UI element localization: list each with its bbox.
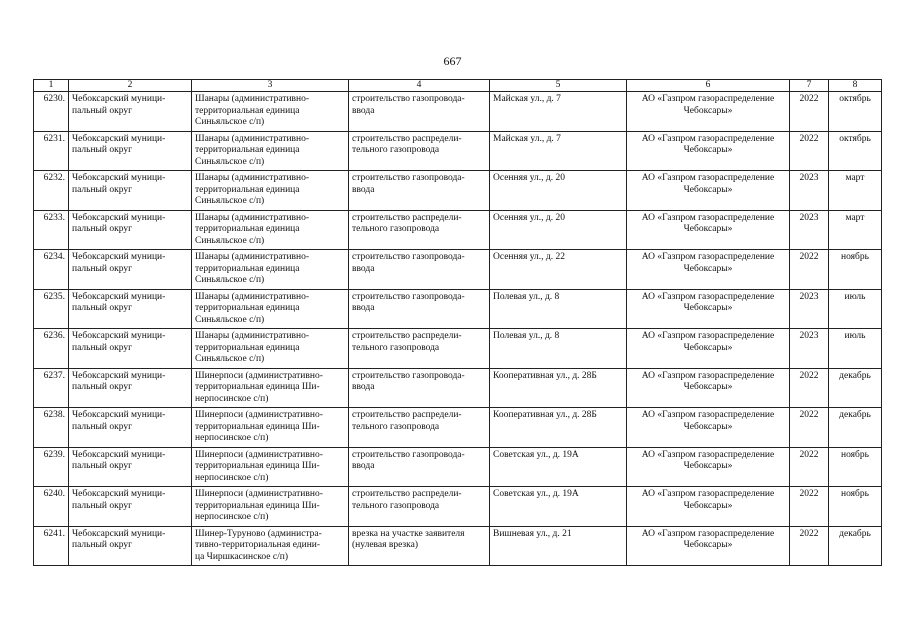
work-type-cell: строительство газопровода- ввода	[349, 447, 490, 487]
row-number: 6239.	[34, 447, 69, 487]
row-number: 6240.	[34, 487, 69, 527]
organization-cell: АО «Газпром газораспределение Чебоксары»	[627, 447, 790, 487]
district-cell: Чебоксарский муници- пальный округ	[69, 250, 192, 290]
district-cell: Чебоксарский муници- пальный округ	[69, 487, 192, 527]
row-number: 6236.	[34, 329, 69, 369]
month-cell: ноябрь	[829, 487, 882, 527]
district-cell: Чебоксарский муници- пальный округ	[69, 526, 192, 566]
month-cell: декабрь	[829, 526, 882, 566]
work-type-cell: строительство распредели- тельного газопровода	[349, 210, 490, 250]
work-type-cell: строительство газопровода- ввода	[349, 250, 490, 290]
organization-cell: АО «Газпром газораспределение Чебоксары»	[627, 329, 790, 369]
district-cell: Чебоксарский муници- пальный округ	[69, 210, 192, 250]
address-cell: Майская ул., д. 7	[490, 92, 627, 132]
month-cell: октябрь	[829, 131, 882, 171]
table-row	[34, 487, 882, 527]
year-cell: 2022	[790, 526, 829, 566]
settlement-cell: Шанары (административно- территориальная единица Синьяльское с/п)	[192, 210, 349, 250]
organization-cell: АО «Газпром газораспределение Чебоксары»	[627, 289, 790, 329]
year-cell: 2022	[790, 92, 829, 132]
column-number: 7	[790, 80, 829, 92]
month-cell: октябрь	[829, 92, 882, 132]
settlement-cell: Шанары (административно- территориальная единица Синьяльское с/п)	[192, 250, 349, 290]
row-number: 6230.	[34, 92, 69, 132]
district-cell: Чебоксарский муници- пальный округ	[69, 447, 192, 487]
month-cell: июль	[829, 329, 882, 369]
table-row	[34, 526, 882, 566]
settlement-cell: Шанары (административно- территориальная единица Синьяльское с/п)	[192, 92, 349, 132]
row-number: 6231.	[34, 131, 69, 171]
year-cell: 2023	[790, 329, 829, 369]
organization-cell: АО «Газпром газораспределение Чебоксары»	[627, 131, 790, 171]
address-cell: Вишневая ул., д. 21	[490, 526, 627, 566]
district-cell: Чебоксарский муници- пальный округ	[69, 368, 192, 408]
year-cell: 2022	[790, 368, 829, 408]
column-number: 3	[192, 80, 349, 92]
table-row	[34, 447, 882, 487]
column-number-header-row	[34, 80, 882, 92]
table-row	[34, 408, 882, 448]
work-type-cell: строительство распредели- тельного газопровода	[349, 131, 490, 171]
address-cell: Кооперативная ул., д. 28Б	[490, 408, 627, 448]
address-cell: Полевая ул., д. 8	[490, 289, 627, 329]
year-cell: 2022	[790, 408, 829, 448]
work-type-cell: строительство распредели- тельного газопровода	[349, 329, 490, 369]
settlement-cell: Шинерпоси (административно- территориальная единица Ши- нерпосинское с/п)	[192, 487, 349, 527]
organization-cell: АО «Газпром газораспределение Чебоксары»	[627, 92, 790, 132]
column-number: 5	[490, 80, 627, 92]
district-cell: Чебоксарский муници- пальный округ	[69, 408, 192, 448]
column-number: 1	[34, 80, 69, 92]
column-number: 2	[69, 80, 192, 92]
address-cell: Советская ул., д. 19А	[490, 447, 627, 487]
row-number: 6232.	[34, 171, 69, 211]
work-type-cell: строительство газопровода- ввода	[349, 368, 490, 408]
settlement-cell: Шинерпоси (административно- территориальная единица Ши- нерпосинское с/п)	[192, 447, 349, 487]
address-cell: Полевая ул., д. 8	[490, 329, 627, 369]
district-cell: Чебоксарский муници- пальный округ	[69, 329, 192, 369]
work-type-cell: строительство распредели- тельного газопровода	[349, 487, 490, 527]
settlement-cell: Шанары (административно- территориальная единица Синьяльское с/п)	[192, 131, 349, 171]
column-number: 6	[627, 80, 790, 92]
work-type-cell: строительство газопровода- ввода	[349, 92, 490, 132]
column-number: 4	[349, 80, 490, 92]
month-cell: июль	[829, 289, 882, 329]
row-number: 6234.	[34, 250, 69, 290]
month-cell: декабрь	[829, 368, 882, 408]
year-cell: 2022	[790, 447, 829, 487]
district-cell: Чебоксарский муници- пальный округ	[69, 92, 192, 132]
work-type-cell: строительство газопровода- ввода	[349, 171, 490, 211]
month-cell: ноябрь	[829, 250, 882, 290]
month-cell: март	[829, 210, 882, 250]
page-number: 667	[443, 54, 462, 68]
row-number: 6237.	[34, 368, 69, 408]
organization-cell: АО «Газпром газораспределение Чебоксары»	[627, 171, 790, 211]
year-cell: 2022	[790, 131, 829, 171]
district-cell: Чебоксарский муници- пальный округ	[69, 171, 192, 211]
address-cell: Осенняя ул., д. 20	[490, 171, 627, 211]
organization-cell: АО «Газпром газораспределение Чебоксары»	[627, 250, 790, 290]
address-cell: Советская ул., д. 19А	[490, 487, 627, 527]
table-row	[34, 92, 882, 132]
year-cell: 2023	[790, 289, 829, 329]
organization-cell: АО «Газпром газораспределение Чебоксары»	[627, 368, 790, 408]
row-number: 6233.	[34, 210, 69, 250]
table-row	[34, 368, 882, 408]
table-row	[34, 131, 882, 171]
settlement-cell: Шинерпоси (административно- территориальная единица Ши- нерпосинское с/п)	[192, 408, 349, 448]
table-row	[34, 289, 882, 329]
work-type-cell: врезка на участке заявителя (нулевая врезка)	[349, 526, 490, 566]
organization-cell: АО «Газпром газораспределение Чебоксары»	[627, 408, 790, 448]
row-number: 6238.	[34, 408, 69, 448]
year-cell: 2022	[790, 487, 829, 527]
district-cell: Чебоксарский муници- пальный округ	[69, 131, 192, 171]
year-cell: 2023	[790, 171, 829, 211]
month-cell: март	[829, 171, 882, 211]
gas-registry-table	[33, 79, 882, 566]
table-row	[34, 210, 882, 250]
row-number: 6235.	[34, 289, 69, 329]
district-cell: Чебоксарский муници- пальный округ	[69, 289, 192, 329]
work-type-cell: строительство распредели- тельного газопровода	[349, 408, 490, 448]
settlement-cell: Шинер-Туруново (администра- тивно-территориальная едини- ца Чиршкасинское с/п)	[192, 526, 349, 566]
year-cell: 2023	[790, 210, 829, 250]
month-cell: декабрь	[829, 408, 882, 448]
settlement-cell: Шанары (административно- территориальная единица Синьяльское с/п)	[192, 289, 349, 329]
address-cell: Осенняя ул., д. 20	[490, 210, 627, 250]
row-number: 6241.	[34, 526, 69, 566]
column-number: 8	[829, 80, 882, 92]
table-row	[34, 250, 882, 290]
organization-cell: АО «Газпром газораспределение Чебоксары»	[627, 210, 790, 250]
table-row	[34, 329, 882, 369]
settlement-cell: Шанары (административно- территориальная единица Синьяльское с/п)	[192, 171, 349, 211]
settlement-cell: Шанары (административно- территориальная единица Синьяльское с/п)	[192, 329, 349, 369]
organization-cell: АО «Газпром газораспределение Чебоксары»	[627, 526, 790, 566]
table-row	[34, 171, 882, 211]
address-cell: Кооперативная ул., д. 28Б	[490, 368, 627, 408]
address-cell: Майская ул., д. 7	[490, 131, 627, 171]
month-cell: ноябрь	[829, 447, 882, 487]
year-cell: 2022	[790, 250, 829, 290]
settlement-cell: Шинерпоси (административно- территориальная единица Ши- нерпосинское с/п)	[192, 368, 349, 408]
work-type-cell: строительство газопровода- ввода	[349, 289, 490, 329]
organization-cell: АО «Газпром газораспределение Чебоксары»	[627, 487, 790, 527]
address-cell: Осенняя ул., д. 22	[490, 250, 627, 290]
